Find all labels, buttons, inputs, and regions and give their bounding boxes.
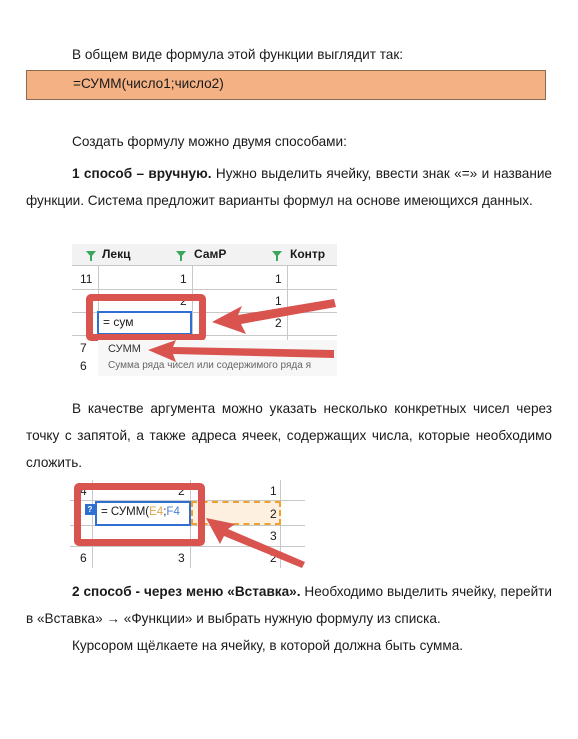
argument-paragraph: В качестве аргумента можно указать несколько конкретных чисел через точку с запятой, а также адреса ячеек, содержащих числа, которые необходимо сложить.	[26, 401, 552, 470]
row-label: 4	[80, 484, 87, 498]
method1-paragraph	[26, 160, 552, 214]
cell-value: 2	[180, 294, 187, 308]
cell-value: 2	[178, 484, 185, 498]
cell-value: 3	[178, 551, 185, 565]
cell-value: 1	[180, 272, 187, 286]
cell-value: 2	[270, 551, 277, 565]
formula-separator: ;	[163, 506, 167, 518]
method2-bold: 2 способ - через меню «Вставка».	[72, 584, 301, 599]
help-icon[interactable]: ?	[85, 504, 95, 515]
row-label: 7	[80, 341, 87, 355]
cell-value: 2	[275, 316, 282, 330]
arrow-icon	[148, 340, 334, 362]
formula-box	[26, 70, 546, 100]
suggestion-description: Сумма ряда чисел или содержимого ряда я	[108, 360, 312, 371]
method1-bold: 1 способ – вручную.	[72, 166, 212, 181]
formula-ref-b: F4	[166, 506, 180, 518]
methods-intro: Создать формулу можно двумя способами:	[72, 134, 347, 149]
row-label: 6	[80, 551, 87, 565]
screenshot-sum-formula	[70, 480, 305, 568]
formula-prefix: = СУММ(	[101, 506, 150, 518]
method2-text: Необходимо выделить ячейку, перейти в «Вставка» → «Функции» и выбрать нужную формулу из списка.	[26, 584, 552, 626]
arrow-graphics	[72, 244, 337, 382]
cell-value: 1	[275, 272, 282, 286]
cell-value: 1	[275, 294, 282, 308]
arrow-graphics	[70, 480, 305, 568]
cell-value: 1	[270, 484, 277, 498]
method1-text: Нужно выделить ячейку, ввести знак «=» и название функции. Система предложит варианты формул на основе имеющихся данных.	[26, 166, 552, 208]
intro-text: В общем виде формула этой функции выглядит так:	[72, 47, 404, 62]
cursor-text: Курсором щёлкаете на ячейку, в которой должна быть сумма.	[72, 638, 464, 653]
column-header-samr: СамР	[194, 247, 227, 261]
cell-value: 11	[80, 272, 93, 286]
formula-text: =СУММ(число1;число2)	[73, 76, 224, 91]
arrow-icon	[206, 518, 305, 568]
cell-value: 2	[270, 507, 277, 521]
row-label: 6	[80, 359, 87, 373]
cell-value: 3	[270, 529, 277, 543]
column-header-lekc: Лекц	[102, 247, 131, 261]
method2-paragraph	[26, 578, 552, 632]
column-header-kontr: Контр	[290, 247, 326, 261]
suggestion-title[interactable]: СУММ	[108, 343, 141, 355]
formula-ref-a: E4	[149, 506, 164, 518]
cell-formula-input[interactable]: = сум	[97, 311, 192, 335]
screenshot-autocomplete	[72, 244, 337, 382]
arrow-icon	[212, 299, 336, 334]
